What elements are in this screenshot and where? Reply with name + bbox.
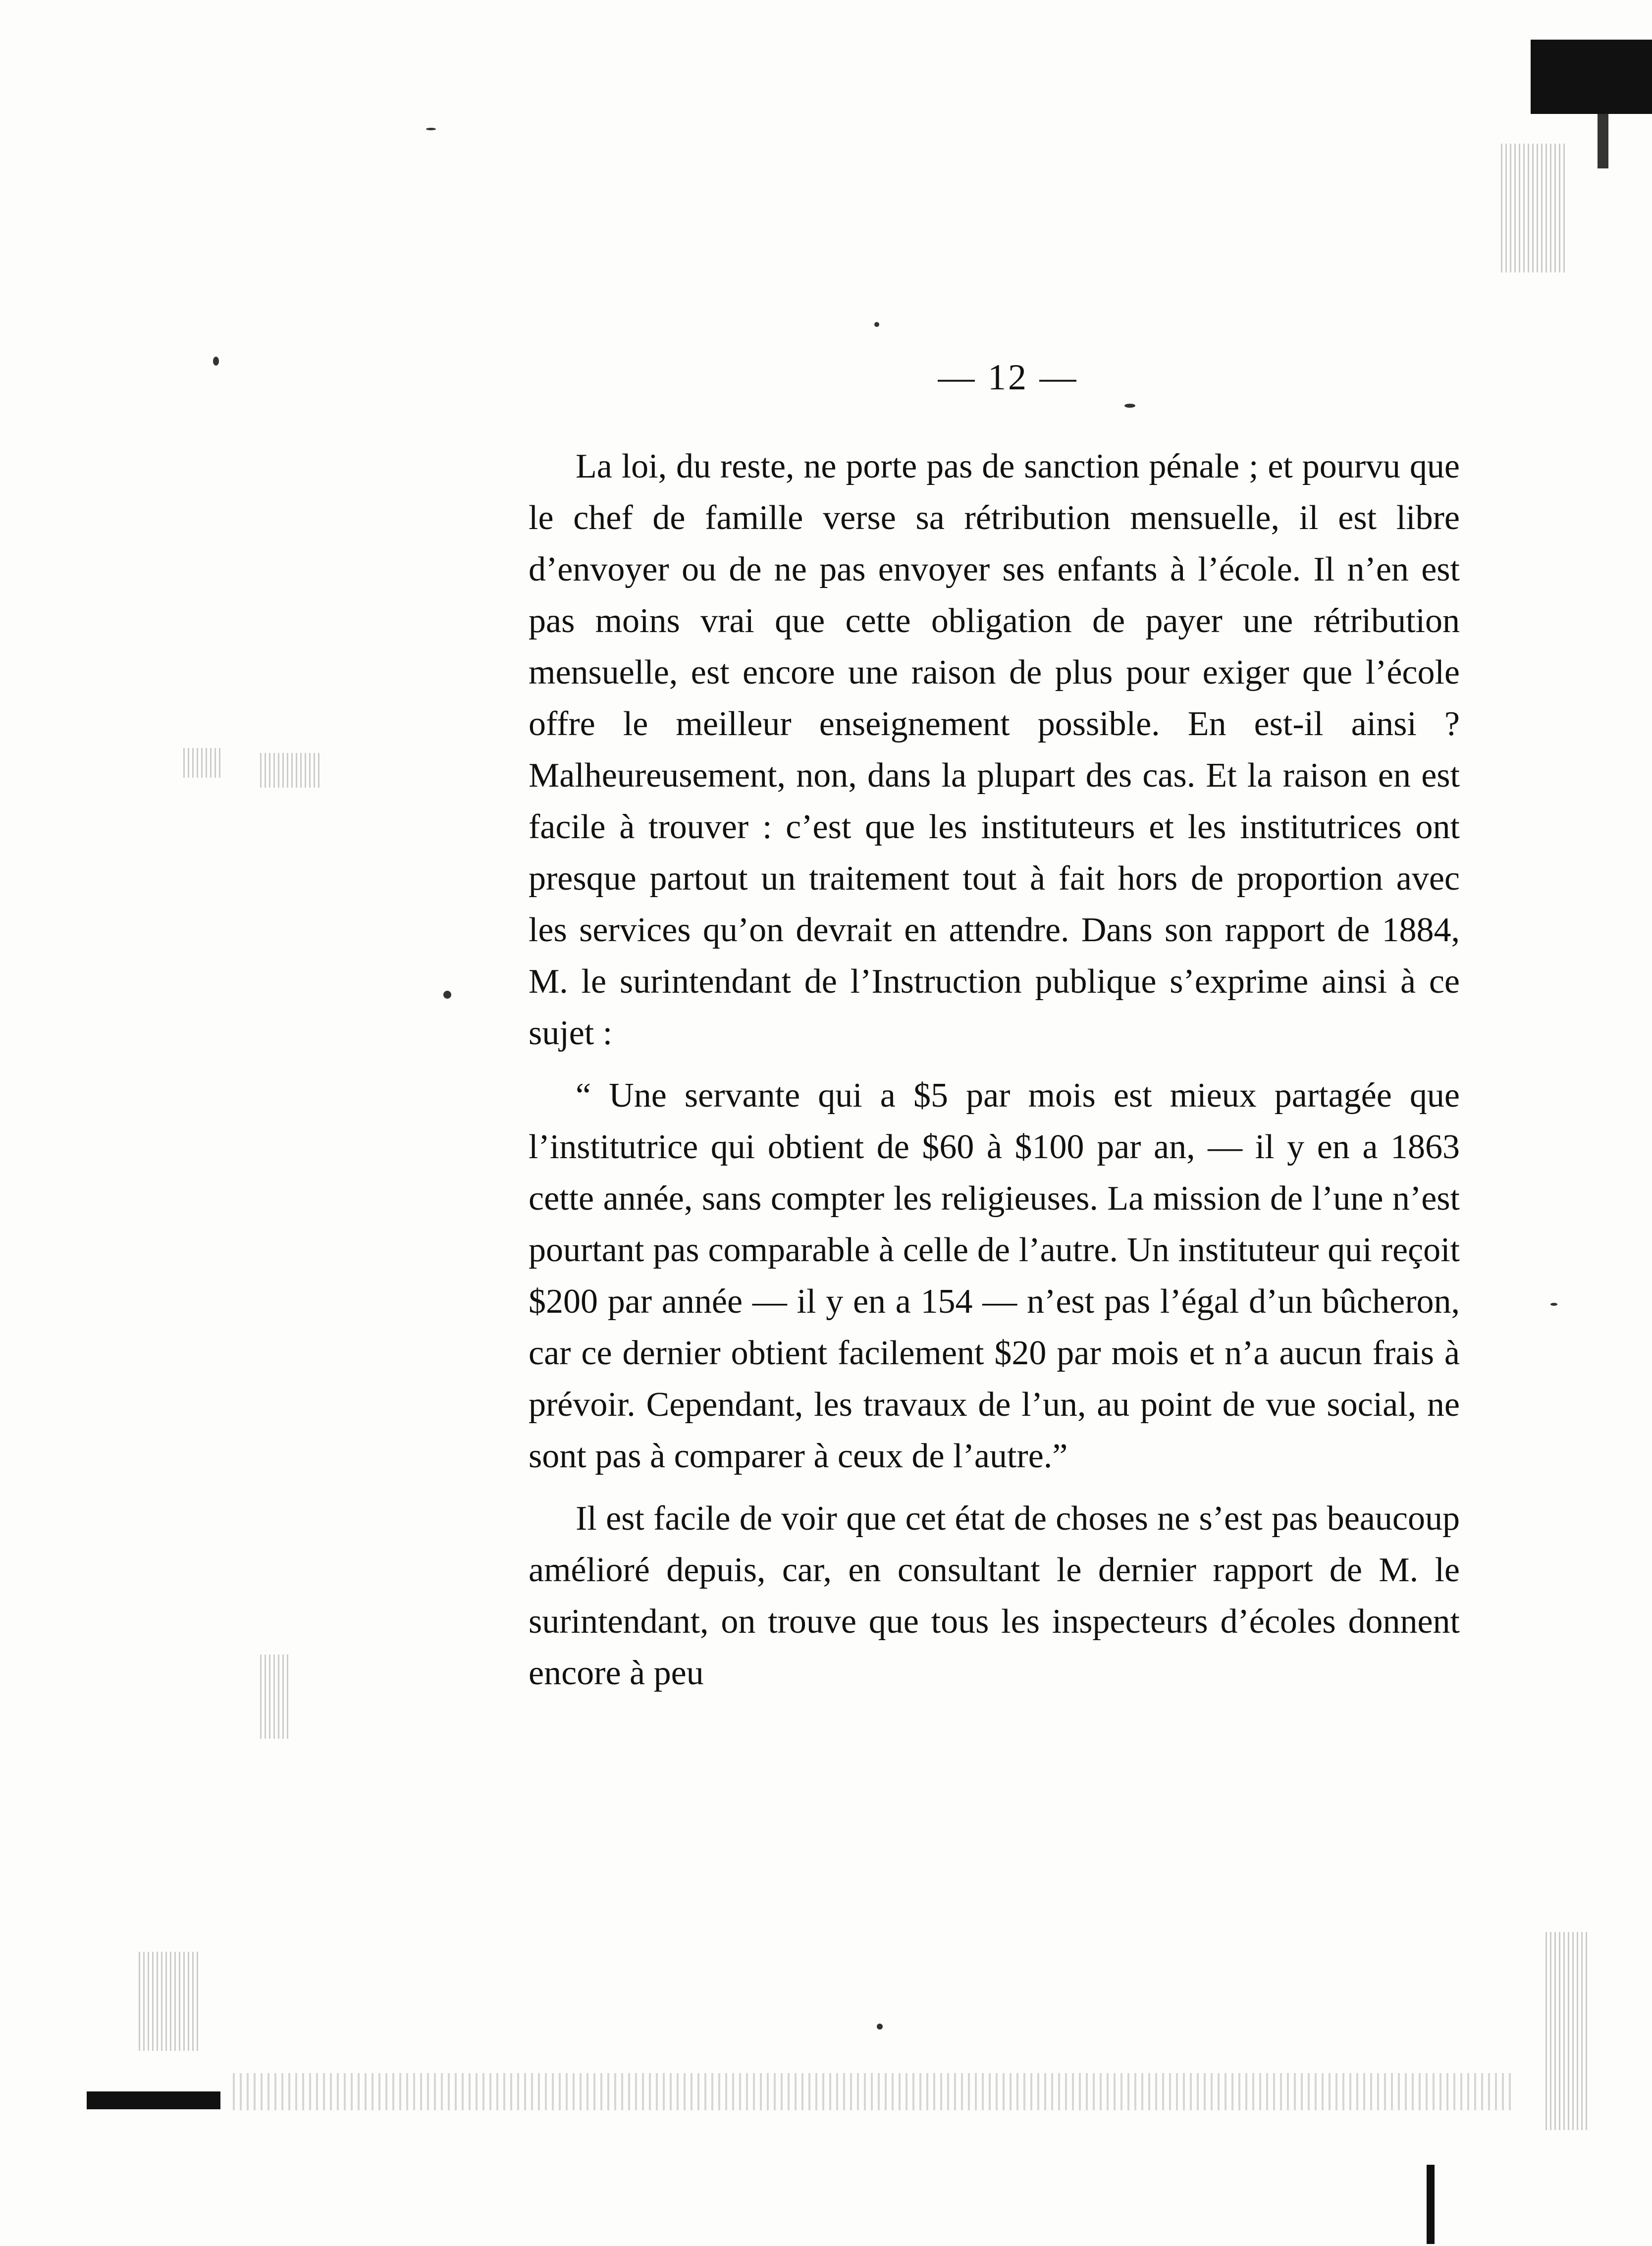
scan-speck — [1124, 404, 1135, 408]
paragraph: Il est facile de voir que cet état de choses ne s’est pas beaucoup amélioré depuis, car, en consultant le dernier rapport de M. le surintendant, on trouve que tous les inspecteurs d’écoles donnent encore à peu — [529, 1499, 1460, 1692]
scan-speck — [426, 128, 436, 130]
scan-edge-stripe — [1598, 114, 1608, 168]
scan-noise — [260, 753, 320, 788]
scan-noise — [260, 1655, 290, 1739]
page-number: — 12 — — [938, 357, 1078, 398]
scan-speck — [877, 2024, 883, 2030]
scan-speck — [874, 322, 879, 327]
scan-noise — [183, 748, 223, 778]
scan-edge-black-block — [1531, 40, 1652, 114]
body-text — [529, 441, 1460, 1699]
scan-noise — [1501, 144, 1565, 272]
scan-edge-bar — [1427, 2165, 1435, 2244]
scan-noise — [233, 2073, 1516, 2110]
paragraph: La loi, du reste, ne porte pas de sanction pénale ; et pourvu que le chef de famille verse sa rétribution mensuelle, il est libre d’envoyer ou de ne pas envoyer ses enfants à l’école. Il n’en est pas moins vrai que cette obligation de payer une rétribution mensuelle, est encore une raison de plus pour exiger que l’école offre le meilleur enseignement possible. En est-il ainsi ? Malheureusement, non, dans la plupart des cas. Et la raison en est facile à trouver : c’est que les instituteurs et les institutrices ont presque partout un traitement tout à fait hors de proportion avec les services qu’on devrait en attendre. Dans son rapport de 1884, M. le surintendant de l’Instruction publique s’exprime ainsi à ce sujet : — [529, 447, 1460, 1052]
scan-edge-bar — [87, 2091, 220, 2109]
scan-speck — [443, 991, 451, 999]
quoted-paragraph: “ Une servante qui a $5 par mois est mieux partagée que l’institutrice qui obtient de $60 à $100 par an, — il y en a 1863 cette année, sans compter les religieuses. La mission de l’une n’est pourtant pas comparable à celle de l’autre. Un instituteur qui reçoit $200 par année — il y en a 154 — n’est pas l’égal d’un bûcheron, car ce dernier obtient facilement $20 par mois et n’a aucun frais à prévoir. Cependant, les travaux de l’un, au point de vue social, ne sont pas à comparer à ceux de l’autre.” — [529, 1076, 1460, 1475]
scan-speck — [1550, 1303, 1557, 1306]
scan-noise — [1545, 1932, 1590, 2130]
scan-noise — [139, 1952, 198, 2051]
